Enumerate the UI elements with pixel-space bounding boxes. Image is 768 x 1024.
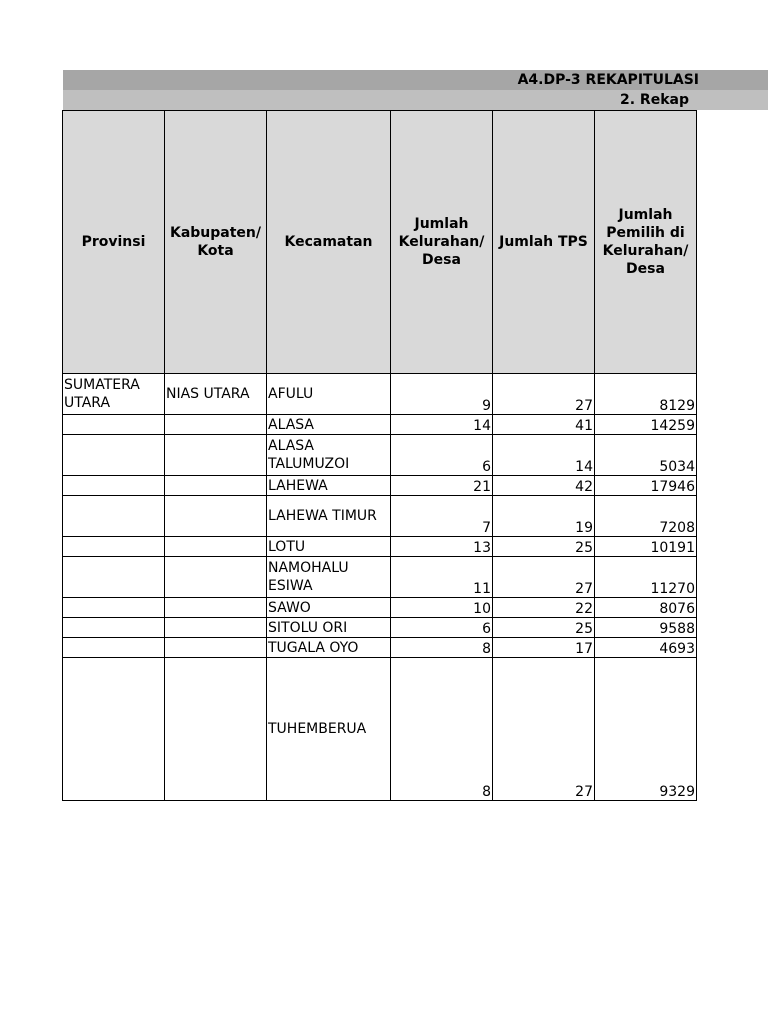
cell-kabupaten (165, 658, 267, 801)
cell-provinsi (63, 435, 165, 476)
cell-jumlah-desa: 9 (391, 374, 493, 415)
cell-kabupaten (165, 415, 267, 435)
cell-jumlah-desa: 8 (391, 658, 493, 801)
column-header-kecamatan: Kecamatan (267, 111, 391, 374)
cell-jumlah-desa: 13 (391, 537, 493, 557)
cell-kabupaten (165, 496, 267, 537)
cell-kecamatan: SITOLU ORI (267, 618, 391, 638)
cell-jumlah-tps: 25 (493, 618, 595, 638)
cell-jumlah-pemilih: 9588 (595, 618, 697, 638)
cell-provinsi (63, 658, 165, 801)
cell-kabupaten (165, 435, 267, 476)
cell-jumlah-tps: 25 (493, 537, 595, 557)
cell-jumlah-pemilih: 5034 (595, 435, 697, 476)
cell-kabupaten (165, 537, 267, 557)
cell-jumlah-desa: 6 (391, 618, 493, 638)
document-title: A4.DP-3 REKAPITULASI (517, 72, 699, 88)
cell-kecamatan: AFULU (267, 374, 391, 415)
cell-jumlah-desa: 11 (391, 557, 493, 598)
table-row (63, 557, 697, 598)
cell-jumlah-tps: 27 (493, 374, 595, 415)
cell-jumlah-desa: 10 (391, 598, 493, 618)
table-row (63, 415, 697, 435)
subtitle-band (63, 90, 768, 110)
cell-jumlah-tps: 14 (493, 435, 595, 476)
cell-kecamatan: SAWO (267, 598, 391, 618)
cell-jumlah-tps: 41 (493, 415, 595, 435)
table-row (63, 658, 697, 801)
column-header-jumlah-pemilih: Jumlah Pemilih di Kelurahan/ Desa (595, 111, 697, 374)
table-row (63, 618, 697, 638)
cell-jumlah-desa: 14 (391, 415, 493, 435)
cell-jumlah-tps: 19 (493, 496, 595, 537)
cell-kecamatan: LAHEWA (267, 476, 391, 496)
table-row (63, 638, 697, 658)
cell-provinsi (63, 476, 165, 496)
recap-table (62, 110, 697, 801)
cell-kecamatan: LAHEWA TIMUR (267, 496, 391, 537)
cell-jumlah-pemilih: 9329 (595, 658, 697, 801)
cell-jumlah-pemilih: 17946 (595, 476, 697, 496)
title-band (63, 70, 768, 90)
cell-jumlah-pemilih: 11270 (595, 557, 697, 598)
document-subtitle: 2. Rekap (620, 92, 689, 108)
cell-jumlah-pemilih: 14259 (595, 415, 697, 435)
cell-jumlah-pemilih: 7208 (595, 496, 697, 537)
cell-provinsi (63, 557, 165, 598)
cell-jumlah-tps: 42 (493, 476, 595, 496)
table-row (63, 476, 697, 496)
cell-kecamatan: ALASA TALUMUZOI (267, 435, 391, 476)
column-header-kabupaten-kota: Kabupaten/ Kota (165, 111, 267, 374)
cell-kabupaten (165, 557, 267, 598)
cell-jumlah-tps: 22 (493, 598, 595, 618)
table-header-row (63, 111, 697, 374)
cell-kecamatan: LOTU (267, 537, 391, 557)
cell-kecamatan: TUHEMBERUA (267, 658, 391, 801)
cell-kabupaten (165, 598, 267, 618)
cell-kecamatan: ALASA (267, 415, 391, 435)
cell-jumlah-desa: 8 (391, 638, 493, 658)
cell-kabupaten (165, 618, 267, 638)
column-header-provinsi: Provinsi (63, 111, 165, 374)
cell-jumlah-tps: 27 (493, 658, 595, 801)
cell-kecamatan: NAMOHALU ESIWA (267, 557, 391, 598)
table-row (63, 598, 697, 618)
cell-jumlah-desa: 6 (391, 435, 493, 476)
cell-kecamatan: TUGALA OYO (267, 638, 391, 658)
cell-kabupaten (165, 638, 267, 658)
cell-jumlah-pemilih: 8129 (595, 374, 697, 415)
cell-jumlah-desa: 7 (391, 496, 493, 537)
cell-provinsi (63, 638, 165, 658)
table-row (63, 496, 697, 537)
cell-jumlah-tps: 17 (493, 638, 595, 658)
cell-jumlah-desa: 21 (391, 476, 493, 496)
cell-jumlah-pemilih: 4693 (595, 638, 697, 658)
column-header-jumlah-tps: Jumlah TPS (493, 111, 595, 374)
table-row (63, 435, 697, 476)
column-header-jumlah-kelurahan-desa: Jumlah Kelurahan/ Desa (391, 111, 493, 374)
cell-provinsi (63, 537, 165, 557)
cell-provinsi (63, 618, 165, 638)
cell-kabupaten: NIAS UTARA (165, 374, 267, 415)
cell-provinsi: SUMATERA UTARA (63, 374, 165, 415)
cell-jumlah-pemilih: 8076 (595, 598, 697, 618)
cell-provinsi (63, 415, 165, 435)
table-row (63, 374, 697, 415)
cell-kabupaten (165, 476, 267, 496)
cell-jumlah-pemilih: 10191 (595, 537, 697, 557)
table-row (63, 537, 697, 557)
cell-provinsi (63, 598, 165, 618)
cell-jumlah-tps: 27 (493, 557, 595, 598)
cell-provinsi (63, 496, 165, 537)
